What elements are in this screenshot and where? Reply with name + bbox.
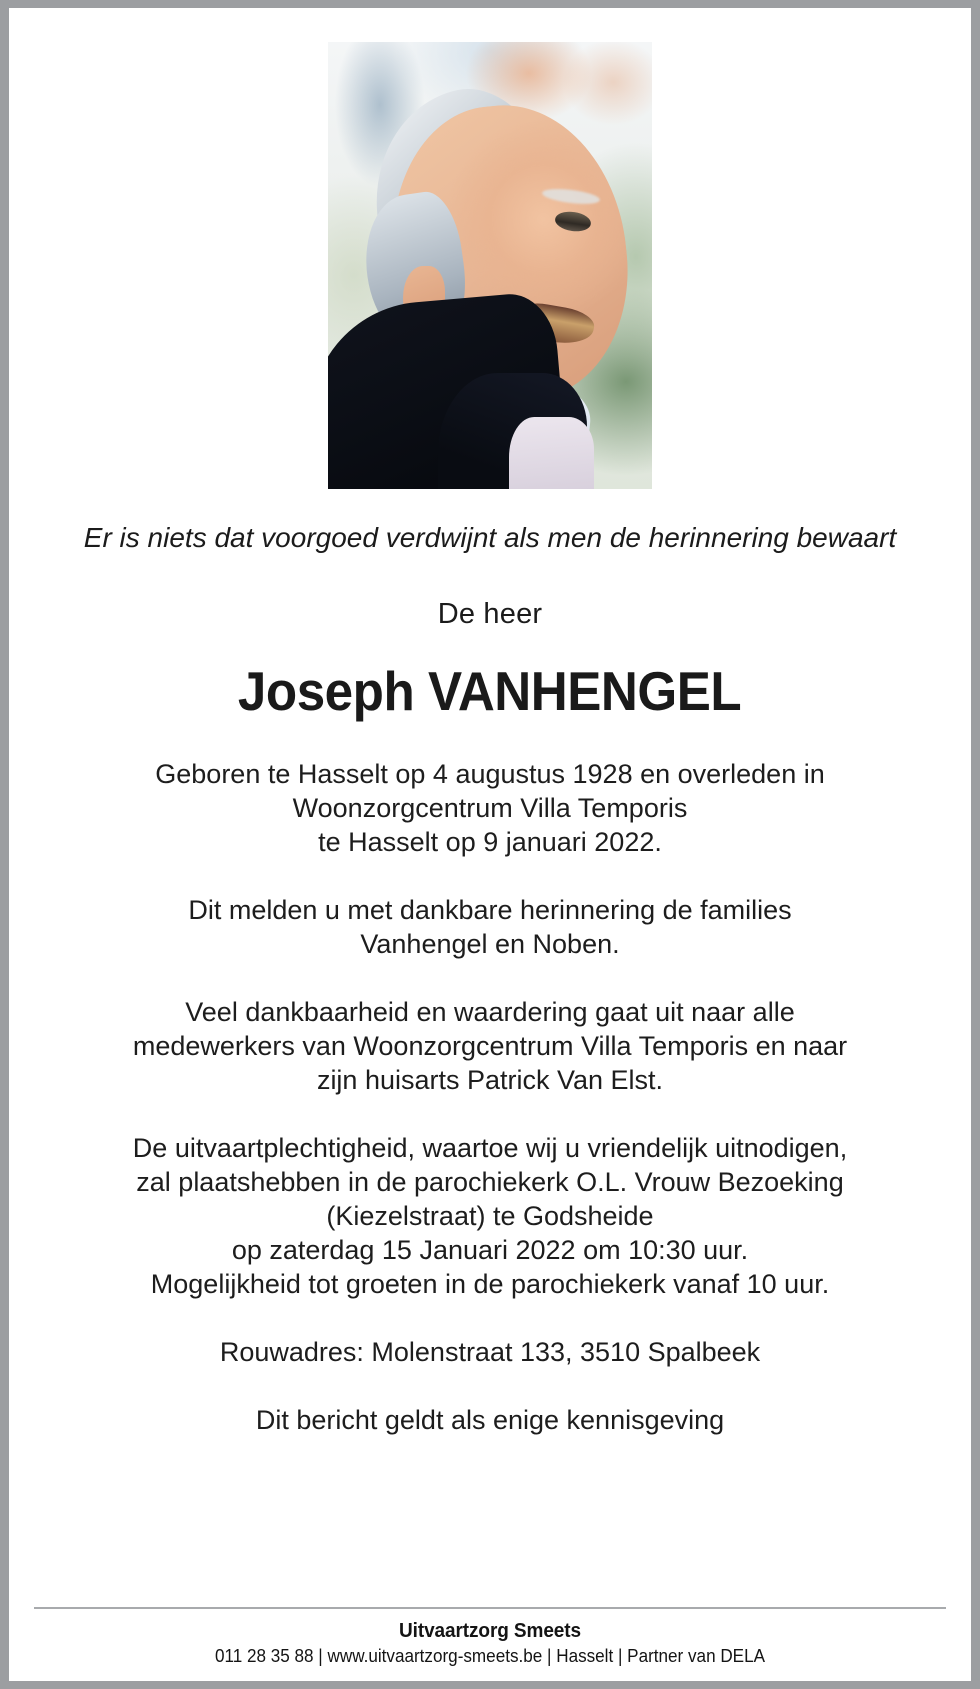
paragraph-line: Veel dankbaarheid en waardering gaat uit naar alle xyxy=(185,997,795,1028)
honorific-label: De heer xyxy=(437,598,543,631)
paragraph-line: Dit melden u met dankbare herinnering de families xyxy=(188,895,792,926)
paragraph-line: Rouwadres: Molenstraat 133, 3510 Spalbeek xyxy=(219,1337,761,1368)
paragraph-line: medewerkers van Woonzorgcentrum Villa Temporis en naar xyxy=(132,1031,848,1062)
paragraph-line: Vanhengel en Noben. xyxy=(360,929,620,960)
paragraph-line: te Hasselt op 9 januari 2022. xyxy=(318,827,662,858)
footer-divider xyxy=(34,1607,946,1609)
paragraph-line: Dit bericht geldt als enige kennisgeving xyxy=(255,1405,725,1436)
paragraph-mourning-address xyxy=(50,1335,930,1369)
photo-shirt-front xyxy=(509,417,593,489)
paragraph-line: (Kiezelstraat) te Godsheide xyxy=(326,1201,654,1232)
paragraph-line: Woonzorgcentrum Villa Temporis xyxy=(292,793,688,824)
paragraph-gratitude xyxy=(50,995,930,1097)
memorial-poem xyxy=(84,519,896,556)
portrait-photo-image xyxy=(328,42,652,489)
funeral-home-name: Uitvaartzorg Smeets xyxy=(399,1620,581,1642)
poem-line: de herinnering bewaart xyxy=(609,522,897,553)
paragraph-line: zijn huisarts Patrick Van Elst. xyxy=(316,1065,664,1096)
footer xyxy=(9,1607,971,1681)
memorial-card xyxy=(9,8,971,1681)
portrait-photo xyxy=(328,42,652,489)
paragraph-line: op zaterdag 15 Januari 2022 om 10:30 uur. xyxy=(231,1235,749,1266)
announcement-body xyxy=(50,757,930,1437)
paragraph-line: zal plaatshebben in de parochiekerk O.L. Vrouw Bezoeking xyxy=(136,1167,844,1198)
paragraph-sole-notice xyxy=(50,1403,930,1437)
paragraph-birth-death xyxy=(50,757,930,859)
paragraph-line: Mogelijkheid tot groeten in de parochiekerk vanaf 10 uur. xyxy=(150,1269,830,1300)
funeral-home-contact: 011 28 35 88 | www.uitvaartzorg-smeets.be | Hasselt | Partner van DELA xyxy=(214,1646,766,1666)
paragraph-line: De uitvaartplechtigheid, waartoe wij u vriendelijk uitnodigen, xyxy=(132,1133,848,1164)
paragraph-announcing-families xyxy=(50,893,930,961)
deceased-name: Joseph VANHENGEL xyxy=(238,660,742,723)
poem-line: Er is niets dat voorgoed xyxy=(83,522,378,553)
poem-line: verdwijnt als men xyxy=(385,522,603,553)
paragraph-funeral-service xyxy=(50,1131,930,1301)
paragraph-line: Geboren te Hasselt op 4 augustus 1928 en overleden in xyxy=(155,759,825,790)
